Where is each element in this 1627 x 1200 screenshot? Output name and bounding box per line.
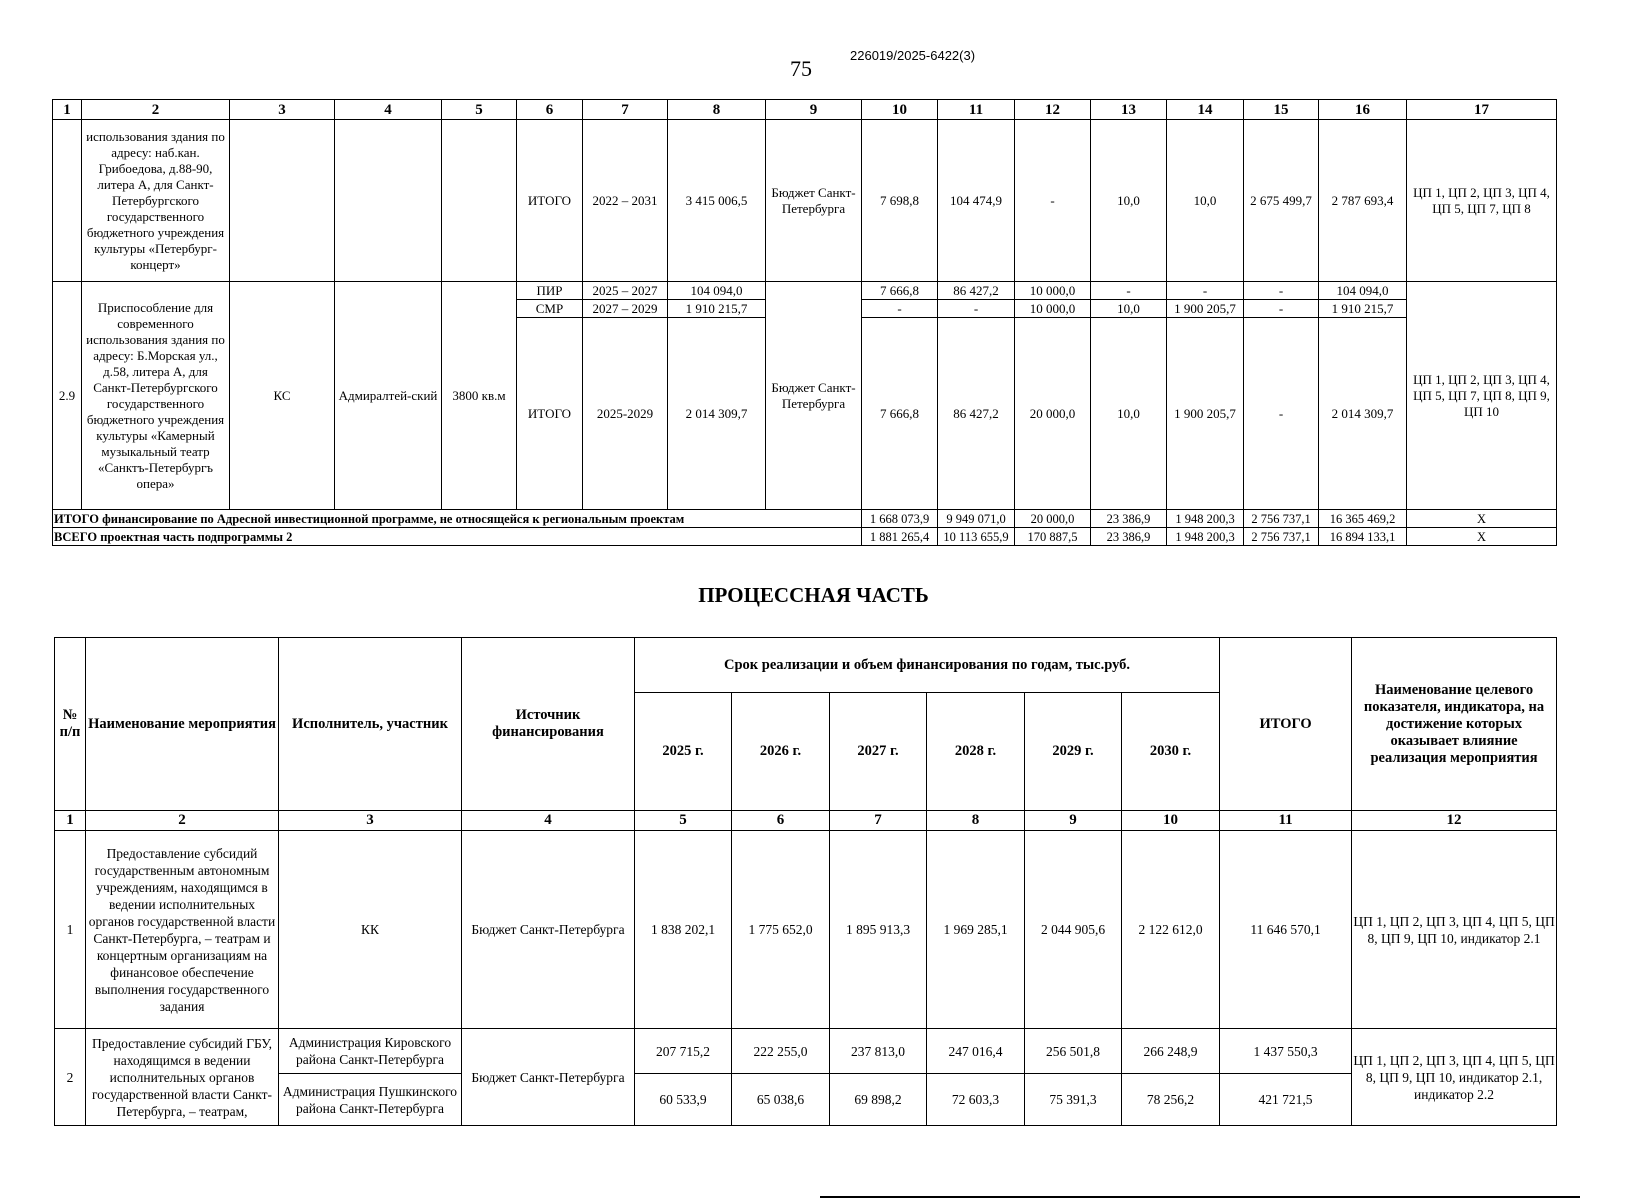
header-year: 2030 г.	[1122, 693, 1220, 811]
col-num: 13	[1091, 100, 1167, 120]
total-cell: 1 437 550,3	[1220, 1029, 1352, 1074]
col-num: 8	[927, 811, 1025, 831]
value-cell: 23 386,9	[1091, 510, 1167, 528]
col-num: 16	[1319, 100, 1407, 120]
value-cell: -	[1091, 282, 1167, 300]
col-num: 6	[732, 811, 830, 831]
col-num: 5	[442, 100, 517, 120]
col-num: 1	[55, 811, 86, 831]
value-cell: 2 756 737,1	[1244, 528, 1319, 546]
funding-source: Бюджет Санкт-Петербурга	[462, 831, 635, 1029]
stage: ПИР	[517, 282, 583, 300]
value-cell: 16 894 133,1	[1319, 528, 1407, 546]
value-cell: 170 887,5	[1015, 528, 1091, 546]
row-number: 2.9	[53, 282, 82, 510]
value-cell: 1 910 215,7	[1319, 300, 1407, 318]
value-cell: -	[1167, 282, 1244, 300]
executor: КК	[279, 831, 462, 1029]
value-cell: 104 094,0	[1319, 282, 1407, 300]
activity-name: Предоставление субсидий ГБУ, находящимся в ведении исполнительных органов государственной власти Санкт-Петербурга, – театрам,	[86, 1029, 279, 1126]
col-num: 9	[766, 100, 862, 120]
col-num: 10	[862, 100, 938, 120]
table-row	[55, 1029, 1557, 1074]
stage: СМР	[517, 300, 583, 318]
table-row	[55, 1074, 1557, 1126]
col-num: 10	[1122, 811, 1220, 831]
process-part-table	[54, 637, 1557, 1126]
value-cell: 78 256,2	[1122, 1074, 1220, 1126]
value-cell: 75 391,3	[1025, 1074, 1122, 1126]
col-num: 11	[938, 100, 1015, 120]
target-indicators: ЦП 1, ЦП 2, ЦП 3, ЦП 4, ЦП 5, ЦП 8, ЦП 9, ЦП 10, индикатор 2.1	[1352, 831, 1557, 1029]
period: 2027 – 2029	[583, 300, 668, 318]
cost: 1 910 215,7	[668, 300, 766, 318]
col-num: 2	[86, 811, 279, 831]
col-num: 9	[1025, 811, 1122, 831]
col-num: 3	[279, 811, 462, 831]
section-title: ПРОЦЕССНАЯ ЧАСТЬ	[698, 583, 929, 607]
value-cell: 247 016,4	[927, 1029, 1025, 1074]
value-cell: 266 248,9	[1122, 1029, 1220, 1074]
value-cell: 10,0	[1167, 120, 1244, 282]
value-cell: 20 000,0	[1015, 510, 1091, 528]
header-source: Источник финансирования	[462, 638, 635, 811]
col-num: 6	[517, 100, 583, 120]
area: 3800 кв.м	[442, 282, 517, 510]
period: 2025-2029	[583, 318, 668, 510]
value-cell: 1 775 652,0	[732, 831, 830, 1029]
header-period: Срок реализации и объем финансирования по годам, тыс.руб.	[635, 638, 1220, 693]
row-number: 2	[55, 1029, 86, 1126]
value-cell: -	[1244, 300, 1319, 318]
value-cell: 10 000,0	[1015, 282, 1091, 300]
total-row	[53, 528, 1557, 546]
stage: ИТОГО	[517, 120, 583, 282]
column-number-row	[55, 811, 1557, 831]
bottom-rule	[820, 1196, 1580, 1198]
value-cell: 207 715,2	[635, 1029, 732, 1074]
value-cell: 72 603,3	[927, 1074, 1025, 1126]
header-year: 2027 г.	[830, 693, 927, 811]
value-cell: 65 038,6	[732, 1074, 830, 1126]
page-number: 75	[790, 56, 812, 81]
value-cell: 7 666,8	[862, 282, 938, 300]
col-num: 5	[635, 811, 732, 831]
activity-name: Предоставление субсидий государственным автономным учреждениям, находящимся в ведении исполнительных органов государственной власти Санкт-Петербурга, – театрам и концертным организациям на финансовое обеспечение выполнения государственного задания	[86, 831, 279, 1029]
executor: КС	[230, 282, 335, 510]
value-cell: 256 501,8	[1025, 1029, 1122, 1074]
header-year: 2026 г.	[732, 693, 830, 811]
table-row	[53, 120, 1557, 282]
col-num: 11	[1220, 811, 1352, 831]
header-total: ИТОГО	[1220, 638, 1352, 811]
period: 2022 – 2031	[583, 120, 668, 282]
cost: 3 415 006,5	[668, 120, 766, 282]
col-num: 4	[335, 100, 442, 120]
col-num: 2	[82, 100, 230, 120]
stage: ИТОГО	[517, 318, 583, 510]
value-cell: 23 386,9	[1091, 528, 1167, 546]
document-code: 226019/2025-6422(3)	[850, 48, 976, 63]
district: Адмиралтей-ский	[335, 282, 442, 510]
value-cell: 222 255,0	[732, 1029, 830, 1074]
col-num: 8	[668, 100, 766, 120]
total-label: ИТОГО финансирование по Адресной инвестиционной программе, не относящейся к региональным проектам	[53, 510, 862, 528]
mark-cell: X	[1407, 510, 1557, 528]
total-cell: 421 721,5	[1220, 1074, 1352, 1126]
value-cell: 10 000,0	[1015, 300, 1091, 318]
header-target: Наименование целевого показателя, индикатора, на достижение которых оказывает влияние реализация мероприятия	[1352, 638, 1557, 811]
col-num: 7	[830, 811, 927, 831]
value-cell: 1 668 073,9	[862, 510, 938, 528]
header-num: № п/п	[55, 638, 86, 811]
value-cell: 2 675 499,7	[1244, 120, 1319, 282]
value-cell: 1 895 913,3	[830, 831, 927, 1029]
period: 2025 – 2027	[583, 282, 668, 300]
value-cell: 1 838 202,1	[635, 831, 732, 1029]
value-cell: -	[938, 300, 1015, 318]
value-cell: 69 898,2	[830, 1074, 927, 1126]
header-year: 2029 г.	[1025, 693, 1122, 811]
value-cell: 16 365 469,2	[1319, 510, 1407, 528]
col-num: 12	[1015, 100, 1091, 120]
col-num: 1	[53, 100, 82, 120]
value-cell: 2 756 737,1	[1244, 510, 1319, 528]
value-cell: 7 698,8	[862, 120, 938, 282]
col-num: 15	[1244, 100, 1319, 120]
executor: Администрация Пушкинского района Санкт-Петербурга	[279, 1074, 462, 1126]
header-year: 2028 г.	[927, 693, 1025, 811]
value-cell: 60 533,9	[635, 1074, 732, 1126]
value-cell: 1 881 265,4	[862, 528, 938, 546]
col-num: 7	[583, 100, 668, 120]
value-cell: 1 948 200,3	[1167, 528, 1244, 546]
executor: Администрация Кировского района Санкт-Петербурга	[279, 1029, 462, 1074]
cost: 104 094,0	[668, 282, 766, 300]
value-cell: 10,0	[1091, 318, 1167, 510]
value-cell: 2 014 309,7	[1319, 318, 1407, 510]
value-cell: 7 666,8	[862, 318, 938, 510]
value-cell: 1 948 200,3	[1167, 510, 1244, 528]
value-cell: -	[1244, 318, 1319, 510]
value-cell: 237 813,0	[830, 1029, 927, 1074]
object-name: использования здания по адресу: наб.кан. Грибоедова, д.88-90, литера А, для Санкт-Петербургского государственного бюджетного учреждения культуры «Петербург-концерт»	[82, 120, 230, 282]
row-number: 1	[55, 831, 86, 1029]
value-cell: 1 900 205,7	[1167, 300, 1244, 318]
value-cell: 2 044 905,6	[1025, 831, 1122, 1029]
table-row	[55, 831, 1557, 1029]
total-label: ВСЕГО проектная часть подпрограммы 2	[53, 528, 862, 546]
header-year: 2025 г.	[635, 693, 732, 811]
total-cell: 11 646 570,1	[1220, 831, 1352, 1029]
value-cell: 1 969 285,1	[927, 831, 1025, 1029]
value-cell: 2 122 612,0	[1122, 831, 1220, 1029]
target-indicators: ЦП 1, ЦП 2, ЦП 3, ЦП 4, ЦП 5, ЦП 8, ЦП 9, ЦП 10, индикатор 2.1, индикатор 2.2	[1352, 1029, 1557, 1126]
table-row	[53, 282, 1557, 300]
header-name: Наименование мероприятия	[86, 638, 279, 811]
value-cell: 2 787 693,4	[1319, 120, 1407, 282]
header-executor: Исполнитель, участник	[279, 638, 462, 811]
value-cell: 86 427,2	[938, 318, 1015, 510]
column-number-row	[53, 100, 1557, 120]
value-cell: 86 427,2	[938, 282, 1015, 300]
funding-source: Бюджет Санкт-Петербурга	[766, 120, 862, 282]
target-indicators: ЦП 1, ЦП 2, ЦП 3, ЦП 4, ЦП 5, ЦП 7, ЦП 8	[1407, 120, 1557, 282]
value-cell: 10,0	[1091, 120, 1167, 282]
value-cell: 9 949 071,0	[938, 510, 1015, 528]
col-num: 4	[462, 811, 635, 831]
value-cell: -	[862, 300, 938, 318]
cost: 2 014 309,7	[668, 318, 766, 510]
col-num: 12	[1352, 811, 1557, 831]
object-name: Приспособление для современного использования здания по адресу: Б.Морская ул., д.58, литера А, для Санкт-Петербургского государственного бюджетного учреждения культуры «Камерный музыкальный театр «Санктъ-Петербургъ опера»	[82, 282, 230, 510]
funding-source: Бюджет Санкт-Петербурга	[462, 1029, 635, 1126]
target-indicators: ЦП 1, ЦП 2, ЦП 3, ЦП 4, ЦП 5, ЦП 7, ЦП 8, ЦП 9, ЦП 10	[1407, 282, 1557, 510]
value-cell: 10,0	[1091, 300, 1167, 318]
col-num: 14	[1167, 100, 1244, 120]
value-cell: -	[1244, 282, 1319, 300]
value-cell: 10 113 655,9	[938, 528, 1015, 546]
col-num: 3	[230, 100, 335, 120]
value-cell: 20 000,0	[1015, 318, 1091, 510]
header-row	[55, 638, 1557, 693]
value-cell: 104 474,9	[938, 120, 1015, 282]
project-part-table	[52, 99, 1557, 546]
value-cell: -	[1015, 120, 1091, 282]
funding-source: Бюджет Санкт-Петербурга	[766, 282, 862, 510]
col-num: 17	[1407, 100, 1557, 120]
mark-cell: X	[1407, 528, 1557, 546]
total-row	[53, 510, 1557, 528]
value-cell: 1 900 205,7	[1167, 318, 1244, 510]
